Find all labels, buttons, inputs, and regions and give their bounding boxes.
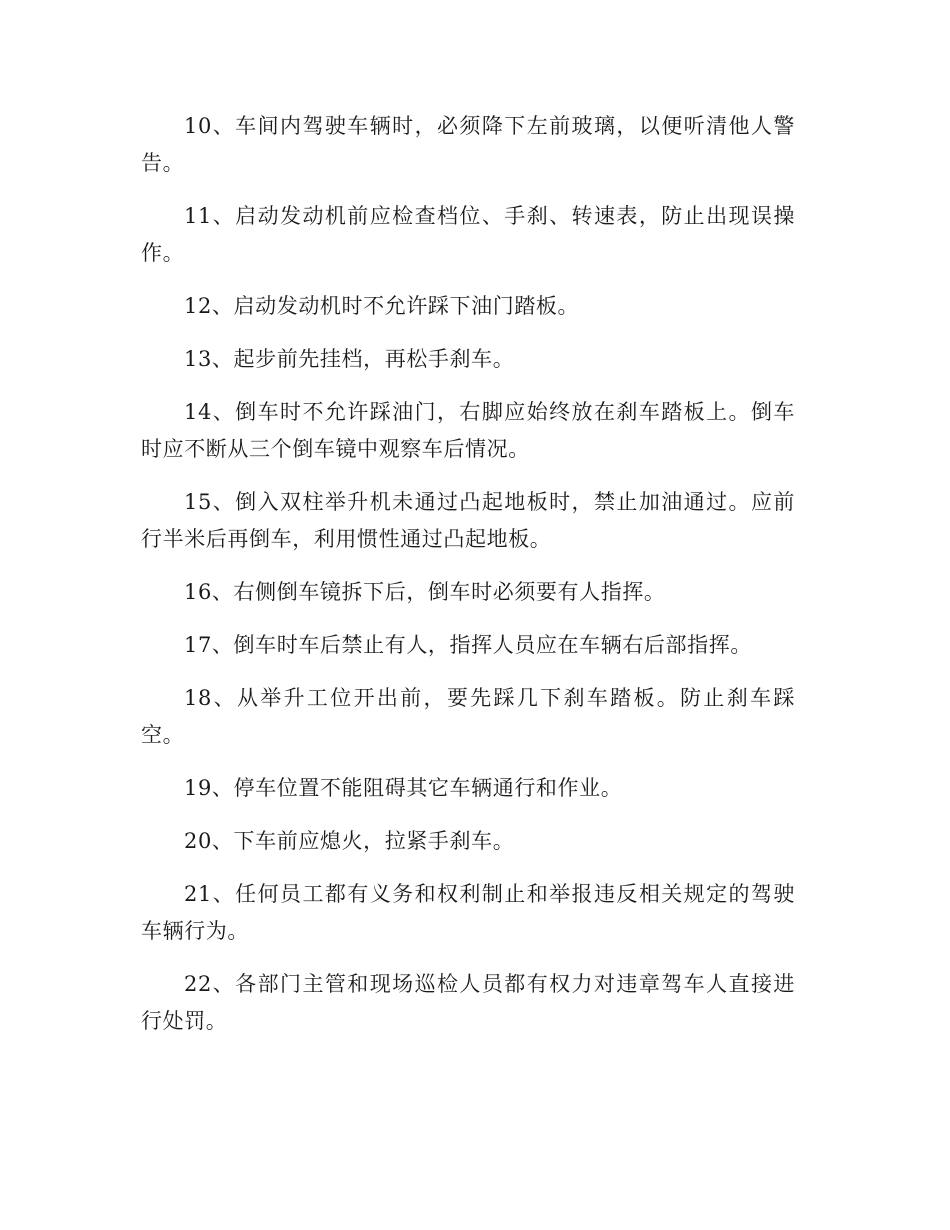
rule-paragraph-20: 20、下车前应熄火，拉紧手刹车。 [184, 829, 515, 853]
rule-paragraph-22: 22、各部门主管和现场巡检人员都有权力对违章驾车人直接进行处罚。 [141, 972, 795, 1033]
rule-paragraph-10: 10、车间内驾驶车辆时，必须降下左前玻璃，以便听清他人警告。 [141, 114, 795, 175]
rule-paragraph-15: 15、倒入双柱举升机未通过凸起地板时，禁止加油通过。应前行半米后再倒车，利用惯性通过凸起地板。 [141, 490, 795, 551]
rule-paragraph-16: 16、右侧倒车镜拆下后，倒车时必须要有人指挥。 [184, 580, 666, 604]
rule-paragraph-17: 17、倒车时车后禁止有人，指挥人员应在车辆右后部指挥。 [184, 633, 752, 657]
rule-paragraph-19: 19、停车位置不能阻碍其它车辆通行和作业。 [184, 776, 623, 800]
rule-paragraph-13: 13、起步前先挂档，再松手刹车。 [184, 347, 515, 371]
document-body [141, 108, 795, 1040]
rule-paragraph-12: 12、启动发动机时不允许踩下油门踏板。 [184, 294, 580, 318]
rule-paragraph-21: 21、任何员工都有义务和权利制止和举报违反相关规定的驾驶车辆行为。 [141, 882, 795, 943]
rule-paragraph-14: 14、倒车时不允许踩油门，右脚应始终放在刹车踏板上。倒车时应不断从三个倒车镜中观察车后情况。 [141, 400, 795, 461]
rule-paragraph-18: 18、从举升工位开出前，要先踩几下刹车踏板。防止刹车踩空。 [141, 686, 795, 747]
rule-paragraph-11: 11、启动发动机前应检查档位、手刹、转速表，防止出现误操作。 [141, 204, 795, 265]
